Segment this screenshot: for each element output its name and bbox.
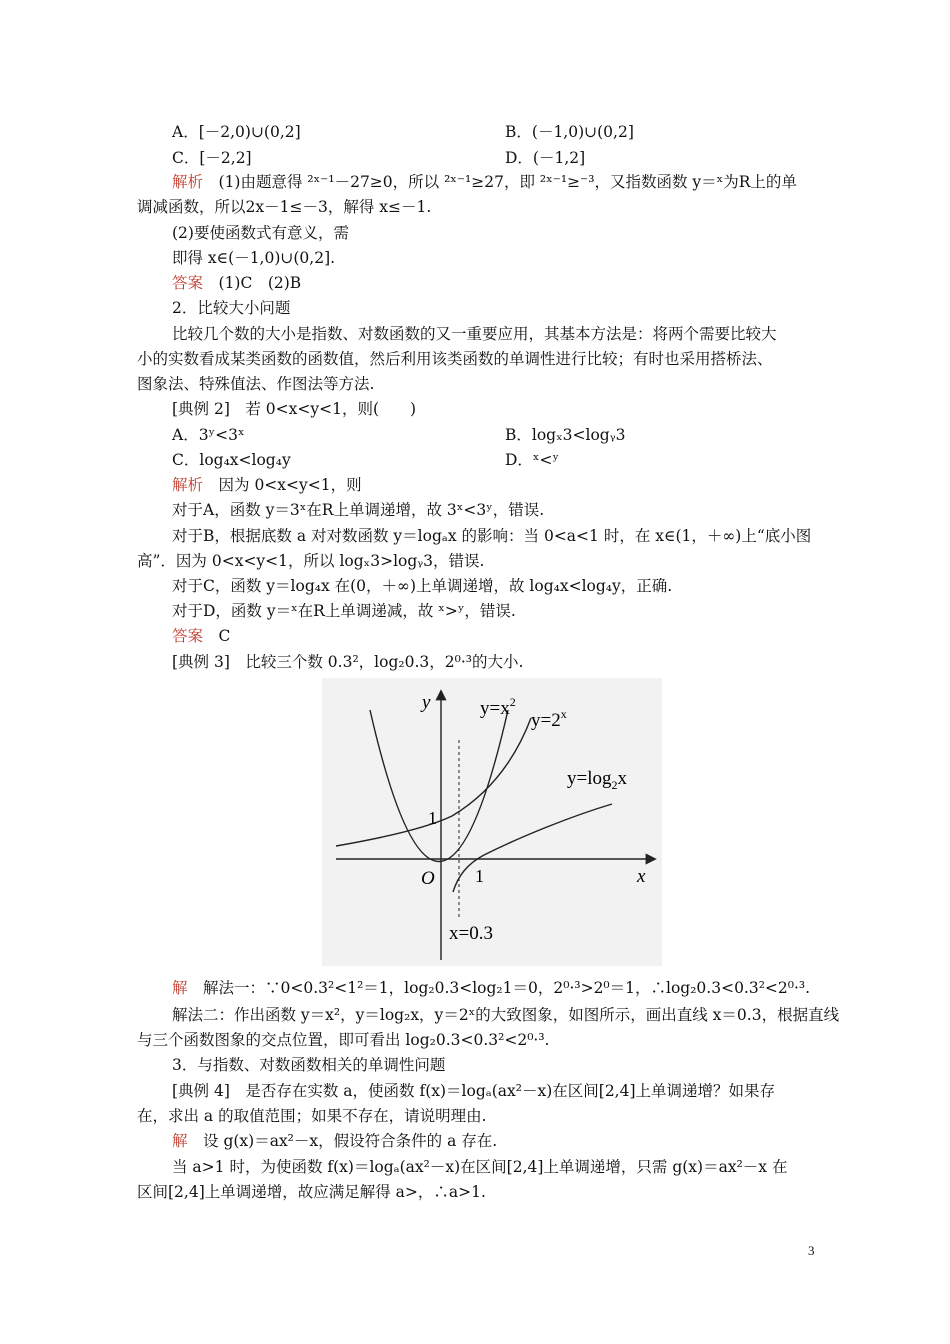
q1-option-d: D．(－1,2]: [505, 149, 586, 167]
example-2-option-d: D．ˣ<ʸ: [505, 451, 560, 469]
solution-3-line-2: 解法二：作出函数 y＝x²，y＝log₂x，y＝2ˣ的大致图象，如图所示，画出直线 x＝0.3，根据直线: [172, 1006, 840, 1024]
solution-2-line-6: 对于D，函数 y＝ˣ在R上单调递减，故 ˣ>ʸ，错误.: [172, 602, 516, 620]
answer-2: [172, 624, 230, 648]
tick-label-x-1: 1: [475, 866, 484, 886]
solution-2-line-4: 高”．因为 0<x<y<1，所以 logₓ3>logᵧ3，错误.: [137, 552, 485, 570]
q1-option-c: C．[－2,2]: [172, 149, 252, 167]
example-2-option-a: A．3ʸ<3ˣ: [172, 426, 245, 444]
solution-text: 因为 0<x<y<1，则: [203, 476, 362, 494]
function-graph: [322, 678, 662, 966]
solution-label: 解析: [172, 173, 204, 191]
solution-2-line-5: 对于C，函数 y＝log₄x 在(0，＋∞)上单调递增，故 log₄x<log₄y，正确.: [172, 577, 673, 595]
label-two-to-x: $y=2^x$: [531, 707, 567, 731]
solution-1-line-1: [172, 170, 797, 194]
answer-label: 答案: [172, 274, 204, 292]
solution-text: (1)由题意得 ²ˣ⁻¹－27≥0，所以 ²ˣ⁻¹≥27，即 ²ˣ⁻¹≥⁻³，又指数函数 y＝ˣ为R上的单: [203, 173, 797, 191]
solution-3-line-3: 与三个函数图象的交点位置，即可看出 log₂0.3<0.3²<2⁰·³.: [137, 1031, 550, 1049]
solution-label: 解析: [172, 476, 204, 494]
example-2-stem: [典例 2] 若 0<x<y<1，则( ): [172, 400, 417, 418]
solution-4-line-2: 当 a>1 时，为使函数 f(x)＝logₐ(ax²－x)在区间[2,4]上单调递增，只需 g(x)＝ax²－x 在: [172, 1158, 788, 1176]
solution-3-line-1: [172, 976, 810, 1000]
solution-2-line-2: 对于A，函数 y＝3ˣ在R上单调递增，故 3ˣ<3ʸ，错误.: [172, 501, 545, 519]
section-2-para-line-3: 图象法、特殊值法、作图法等方法.: [137, 375, 375, 393]
solution-label: 解: [172, 979, 188, 997]
solution-1-line-3: (2)要使函数式有意义，需: [172, 224, 349, 242]
answer-text: (1)C (2)B: [203, 274, 302, 292]
curve-x-squared: [370, 710, 508, 862]
example-2-option-c: C．log₄x<log₄y: [172, 451, 291, 469]
section-2-para-line-1: 比较几个数的大小是指数、对数函数的又一重要应用，其基本方法是：将两个需要比较大: [172, 325, 777, 343]
answer-1: [172, 271, 301, 295]
y-axis-label: y: [422, 692, 431, 713]
example-2-option-b: B．logₓ3<logᵧ3: [505, 426, 626, 444]
label-log2-x: $y=\log_2x$: [567, 768, 627, 792]
solution-label: 解: [172, 1132, 188, 1150]
solution-4-line-3: 区间[2,4]上单调递增，故应满足解得 a>，∴a>1.: [137, 1183, 486, 1201]
tick-label-y-1: 1: [428, 808, 437, 828]
page-number: 3: [808, 1243, 815, 1258]
solution-2-line-3: 对于B，根据底数 a 对对数函数 y＝logₐx 的影响：当 0<a<1 时，在 x∈(1，＋∞)上“底小图: [172, 527, 812, 545]
solution-1-line-4: 即得 x∈(－1,0)∪(0,2].: [172, 249, 336, 267]
example-4-line-2: 在，求出 a 的取值范围；如果不存在，请说明理由.: [137, 1107, 487, 1125]
example-3-stem: [典例 3] 比较三个数 0.3²，log₂0.3，2⁰·³的大小.: [172, 653, 524, 671]
solution-1-line-2: 调减函数，所以2x－1≤－3，解得 x≤－1.: [137, 198, 432, 216]
answer-text: C: [203, 627, 231, 645]
solution-4-line-1: [172, 1129, 497, 1153]
q1-option-a: A．[－2,0)∪(0,2]: [172, 123, 301, 141]
solution-text: 设 g(x)＝ax²－x，假设符合条件的 a 存在.: [187, 1132, 498, 1150]
example-4-line-1: [典例 4] 是否存在实数 a，使函数 f(x)＝logₐ(ax²－x)在区间[2,4]上单调递增？如果存: [172, 1082, 776, 1100]
section-2-para-line-2: 小的实数看成某类函数的函数值，然后利用该类函数的单调性进行比较；有时也采用搭桥法、: [137, 350, 773, 368]
solution-2-line-1: [172, 473, 362, 497]
section-2-heading: 2．比较大小问题: [172, 299, 291, 317]
function-graph-figure: [322, 678, 662, 966]
label-x-squared: $y=x^2$: [480, 695, 516, 719]
x-axis-label: x: [637, 866, 646, 887]
label-line-x-0-3: x=0.3: [449, 923, 493, 944]
q1-option-b: B．(－1,0)∪(0,2]: [505, 123, 634, 141]
origin-label: O: [421, 868, 435, 889]
solution-text: 解法一：∵0<0.3²<1²＝1，log₂0.3<log₂1＝0，2⁰·³>2⁰＝1，∴log₂0.3<0.3²<2⁰·³.: [187, 979, 811, 997]
section-3-heading: 3．与指数、对数函数相关的单调性问题: [172, 1056, 446, 1074]
answer-label: 答案: [172, 627, 204, 645]
